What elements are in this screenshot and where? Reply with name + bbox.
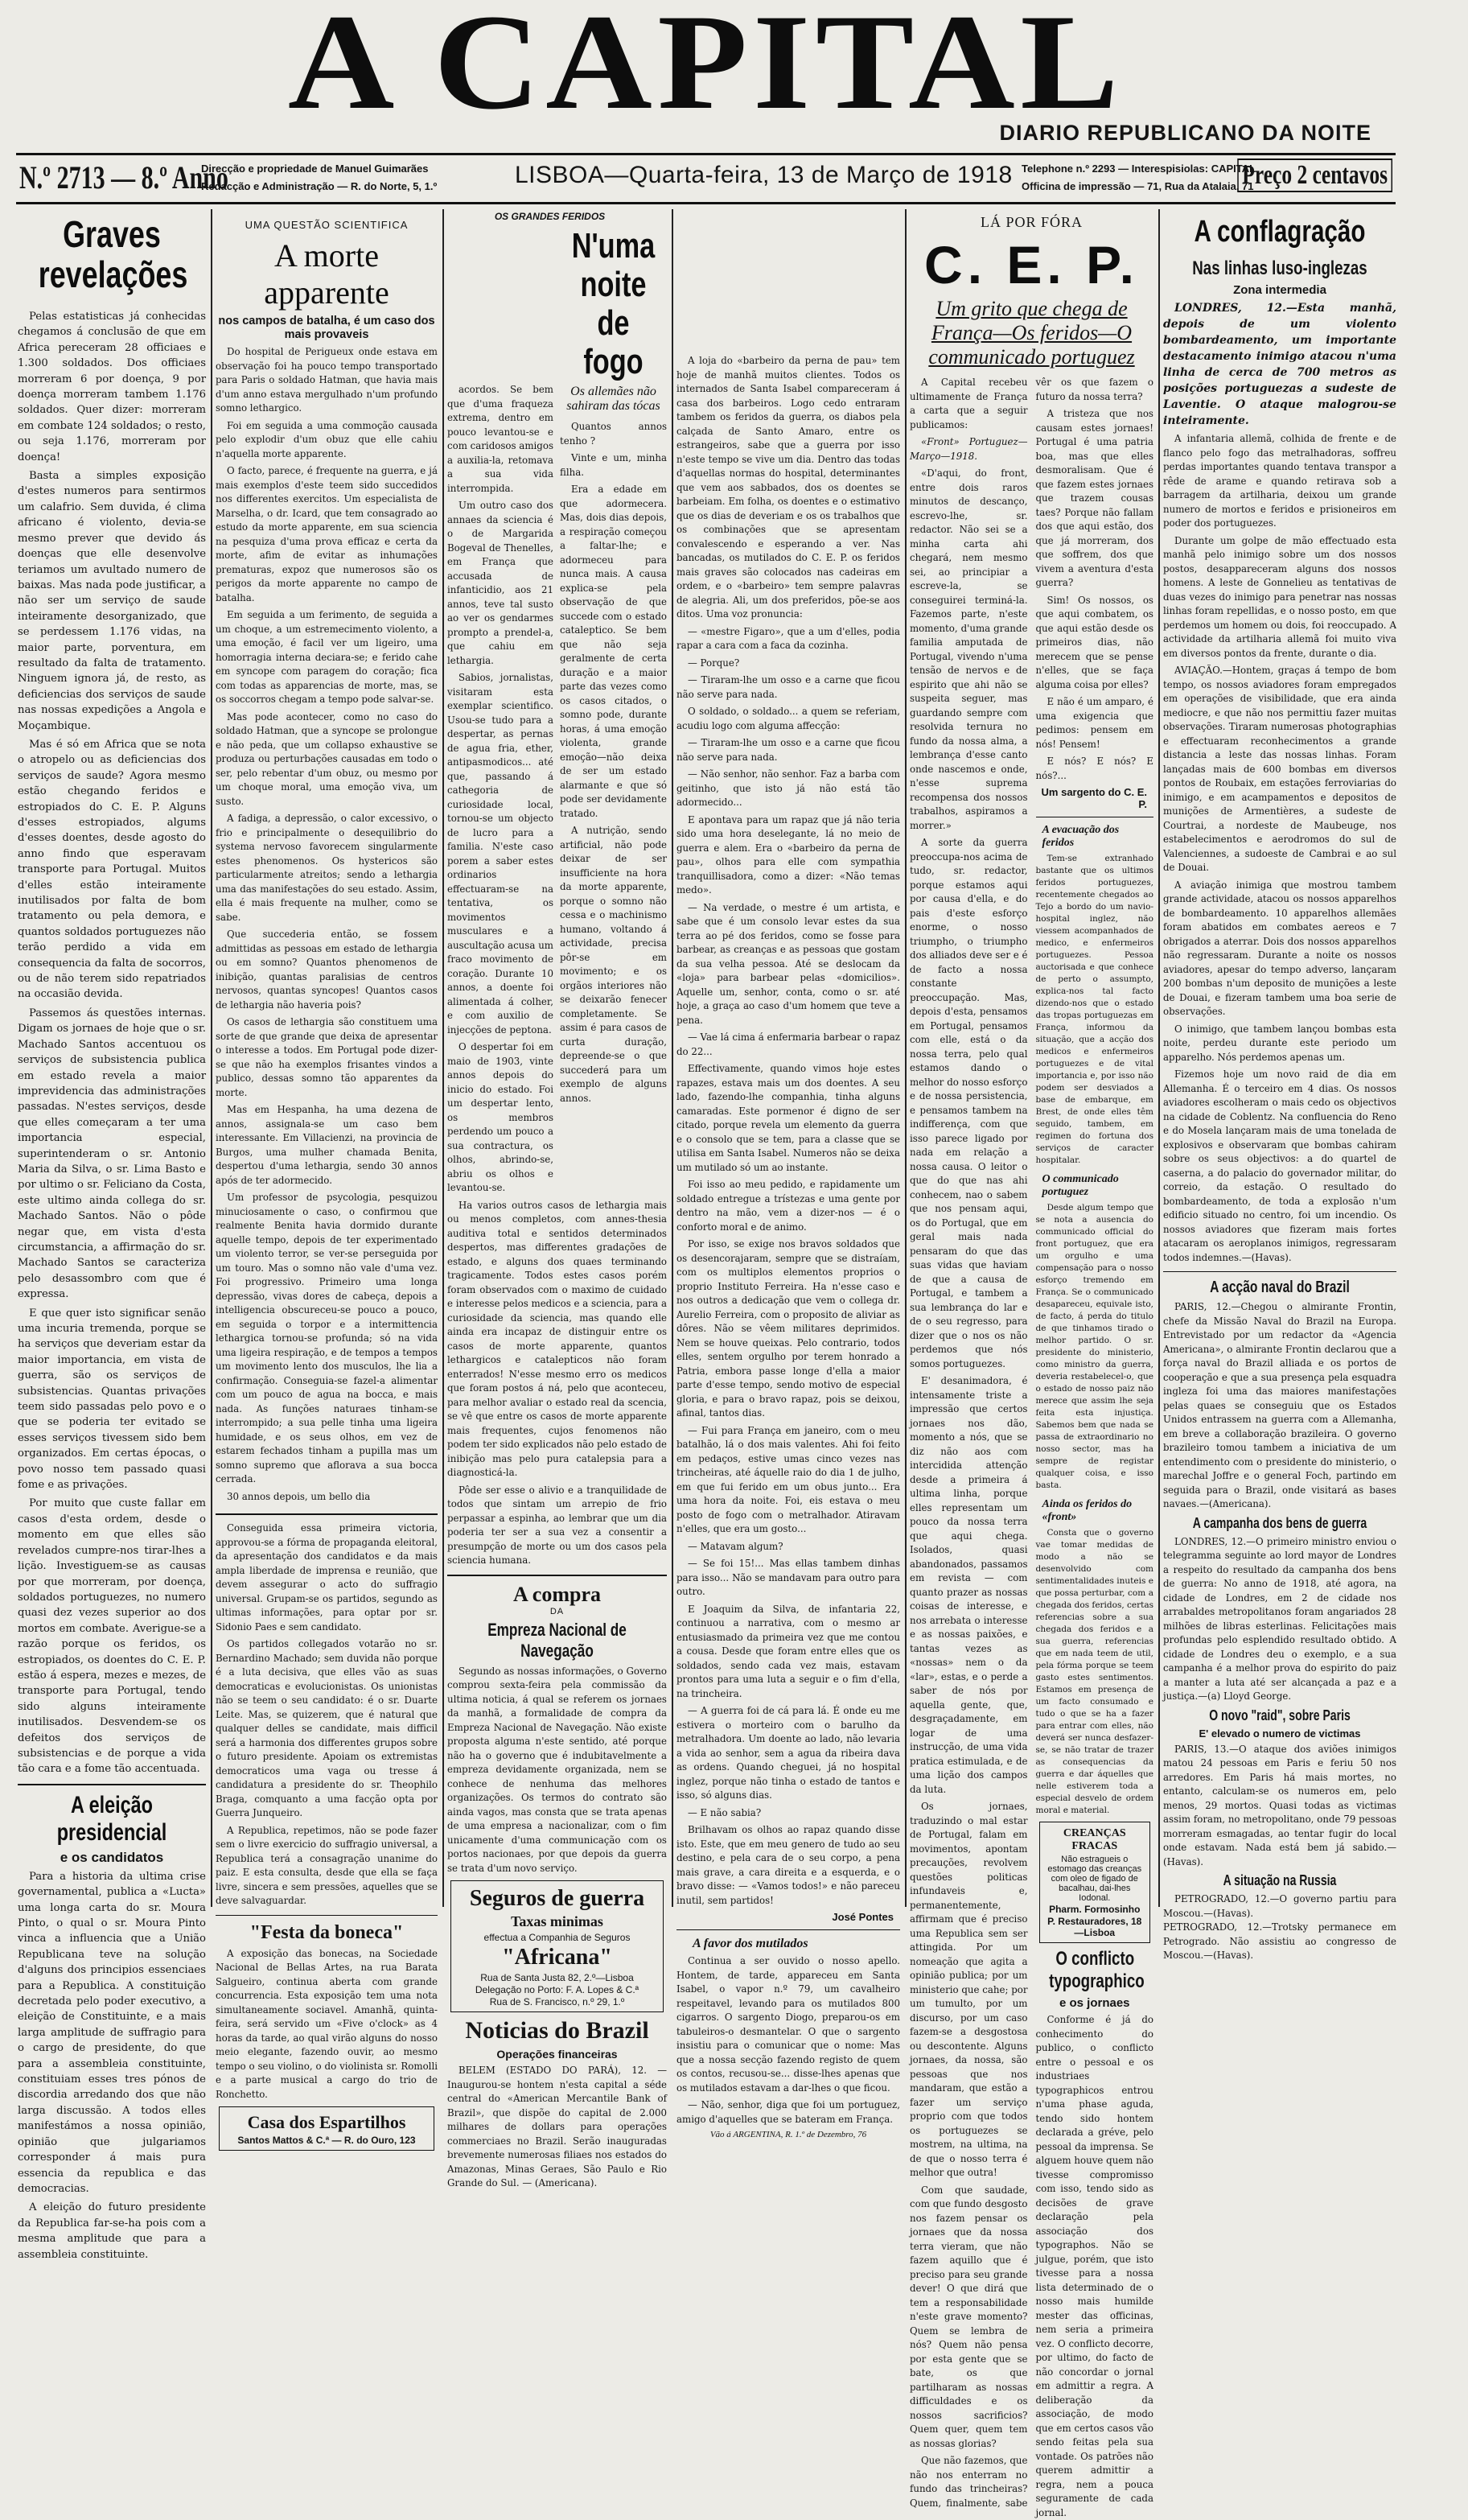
article-paragraph: A tristeza que nos causam estes jornaes! Portugal é uma patria boa, mas que elles desmoralisam. Que é que fazem estes jornaes que trazem cousas taes? Porque não fallam dos que aqui estão, dos que já morreram, dos que soffrem, dos que vivem a aventura d'esta guerra? (1035, 408, 1153, 588)
article-paragraph: Por isso, se exige nos bravos soldados que os desencorajaram, sempre que se distraíam, com os multiplos elementos proprios o proprio Instituto Ferreira. Ha n'esse caso e nos outros a dedicação que vem o collega dr. Aurelio Ferreira, com o proposito de aliviar as dôres. Não se vêem militares deprimidos. Nem se houve queixas. Pelo contrario, todos elles, sentem orgulho por terem honrado a Patria, embora passe longe d'ella a maior parte d'esse tempo, sendo motivo de especial gloria, e para o bravo rapaz, pois se deixou, afinal, tantos dias. (676, 1238, 900, 1419)
section-favor-mutilados: A favor dos mutilados (693, 1937, 808, 1950)
column-cep (910, 209, 1153, 2518)
article-paragraph: Vinte e um, minha filha. (560, 452, 667, 478)
advert-address: Santos Mattos & C.ª — R. do Ouro, 123 (237, 2135, 416, 2146)
article-paragraph: A Republica, repetimos, não se pode fazer sem o livre exercicio do suffragio universal, a Republica terá a consagração unanime do paiz. E esta consulta, desde que ella se faça livre, sincera e sem pressões, aquelles que se deve salvaguardar. (216, 1824, 438, 1906)
article-paragraph: — Não senhor, não senhor. Faz a barba com geitinho, que isto já não está tão adormecido... (676, 768, 900, 808)
advert-address: Rua de Santa Justa 82, 2.º—Lisboa (480, 1972, 634, 1983)
footer-note-argentina: Vão á ARGENTINA, R. 1.º de Dezembro, 76 (709, 2130, 867, 2139)
article-paragraph: — Tiraram-lhe um osso e a carne que ficou não serve para nada. (676, 737, 900, 763)
article-paragraph: O soldado, o soldado... a quem se referiam, acudiu logo com alguma affecção: (676, 706, 900, 731)
advert-title: Seguros de guerra (469, 1886, 645, 1911)
noite-layout (447, 222, 667, 1199)
column-rule (905, 209, 907, 1907)
article-paragraph: acordos. Se bem que d'uma fraqueza extrema, dentro em pouco levantou-se e com caridosos amigos a auxilia-la, retomava a sua vida interrompida. (447, 384, 554, 494)
article-paragraph: BELEM (ESTADO DO PARÁ), 12. — Inaugurou-se hontem n'esta capital a séde central do «American Mercantile Bank of Brazil», que dispõe do capital de 2.000 milhares de dollars para operações commerciaes no Brazil. Serão inauguradas brevemente numerosas filiaes nos estados do Amazonas, Minas Geraes, São Paulo e Rio Grande do Sul. — (Americana). (447, 2065, 667, 2189)
newspaper-subtitle: DIARIO REPUBLICANO DA NOITE (999, 121, 1371, 145)
article-paragraph: Os jornaes, traduzindo o mal estar de Portugal, falam em movimentos, apontam precauções, revolvem questões politicas infundaveis e, permanentemente, affirmam que é preciso uma Republica sem ser attingida. Por um nomeação que agita a opinião publica; por um ministerio que cahe; por um tumulto, por um discurso, por um caso fazem-se a desgostosa ou descontente. Alguns jornaes, da nossa, são pessoas que nos mandaram, que estão a fazer um serviço proprio com que todos os portuguezes se mostrem, na ultima, na de que o nosso terra é melhor que outra! (910, 1801, 1028, 2178)
column-conflagracao (1163, 209, 1396, 1961)
headline-empreza-navegacao: Empreza Nacional de Navegação (487, 1619, 627, 1661)
article-paragraph: E Joaquim da Silva, de infantaria 22, continuou a narrativa, com o mesmo ar entusiasmado da primeira vez que me contou a cousa. Desde que foram entre elles que os soldados, sendo cada vez mais, estavam prontos para uma luta a seguir e o fim d'ella, na trincheira. (676, 1603, 900, 1699)
masthead (0, 0, 1412, 145)
newspaper-title: A CAPITAL (287, 0, 1125, 138)
advert-title: CREANÇAS FRACAS (1063, 1827, 1126, 1852)
article-paragraph: A aviação inimiga que mostrou tambem grande actividade, atacou os nossos apparelhos de bombardeamento. 10 apparelhos allemães foram abatidos em combates aereos e 7 obrigados a aterrar. Dois dos nossos apparelhos não regressaram. Durante a noite os nossos aviadores, apesar do tempo adverso, lançaram 200 bombas n'um deposito de munições a leste de Douai, e fizeram tambem uma boa serie de observações. (1163, 879, 1396, 1017)
advert-seguros (450, 1880, 664, 2012)
article-paragraph: E' desanimadora, é intensamente triste a impressão que certos jornaes nos dão, momento a nós, que se diz não aos com intercidida attenção desde a primeira á ultima linha, porque elles representam um pouco da nossa terra que aqui chega. Isolados, quasi abandonados, passamos em revista — com quanto prazer as nossas coisas de interesse, e nos arrebata o interesse e as nossas paixões, e tantas vezes as «nossas» nem o da «lar», estas, e o perde a saber de nós por aquella gente, que, desgraçadamente, em logar de uma instrucção, de uma vida pratica estimulada, e de uma lição dos campos da luta. (910, 1375, 1028, 1795)
noite-left-subcolumn (447, 222, 553, 1199)
column-rule (442, 209, 444, 1907)
article-paragraph: — Fui para França em janeiro, com o meu batalhão, lá o dos mais valentes. Ahi foi feito em pedaços, estive umas cinco vezes nas trincheiras, até áquelle raio do dia 1 de julho, em que fui ferido em um obus junto... Era uma hora da noite. Foi, eis estava o meu posto de fogo com o metralhador. Atiravam n'elles, que era um gosto... (676, 1424, 900, 1534)
article-paragraph: Fizemos hoje um novo raid de dia em Allemanha. É o terceiro em 4 dias. Os nossos aviadores escolheram o mais cedo os objectivos na cidade de Coblentz. Na confluencia do Reno e do Mosela lançaram mais de uma tonelada de explosivos e observaram que bombas cahiram sobre os seus objectivos: a do quartel de caserna, a do palacio do governador militar, do correio, da estação. O resultado do bombardeamento, de toda a explosão n'um edificio situado no centro, foi um incendio. Os nossos aviadores que fizeram mais fortes atacaram os aeroplanos inimigos, regressaram todos indemnes.—(Havas). (1163, 1069, 1396, 1263)
section-divider (216, 1513, 438, 1515)
article-paragraph: Com que saudade, com que fundo desgosto nos fazem pensar os jornaes que da nossa terra vieram, que não fazem aquillo que é preciso para seu grande dever! O que dirá que tem a responsabilidade n'este grave momento? Quem se lembra de nós? Quem não pensa por esta gente que se bate, os que partilharam as nossas difficuldades e os nossos sacrificios? Quem quer, quem tem as nossas glorias? (910, 2184, 1028, 2449)
telephone-line: Telephone n.º 2293 — Interespisiolas: CAPITAL (1022, 163, 1256, 175)
headline-morte-apparente: A morte apparente (264, 237, 389, 311)
article-paragraph: PARIS, 12.—Chegou o almirante Frontin, chefe da Missão Naval do Brazil na Europa. Entrevistado por um redactor da «Agencia Americana», o almirante Frontin declarou que a força naval do Brazil alliada e os portos de cooperação e que a sua presença pela esquadra ingleza foi uma das maiores manifestações pelas quaes se conseguiu que os Estados Unidos entrassem na guerra com a Allemanha, em breve a collaboração brazileira. O governo brazileiro tomou tambem a iniciativa de um entendimento com o presidente do ministerio, o marechal Joffre e o general Foch, partindo em seguida para o Brazil, onde visitará as bases navaes.—(Americana). (1163, 1301, 1396, 1509)
headline-graves-revelacoes: Graves revelações (38, 213, 188, 295)
article-paragraph: Um outro caso dos annaes da sciencia é o de Margarida Bogeval de Thenelles, em França que accusada de infanticidio, aos 21 annos, teve tal susto ao ver os gendarmes prompto a prendel-a, que cahiu em lethargia. (447, 500, 553, 666)
advert-company-name: "Africana" (502, 1945, 612, 1970)
article-paragraph: A nutrição, sendo artificial, não pode deixar de ser insufficiente na hora da morte apparente, porque o somno não cessa e o machinismo humano, voltando á actividade, precisa pôr-se em movimento; e os orgãos interiores não se deixarão fenecer completamente. Se assim é para casos de curta duração, depreende-se o que succederá para um exemplo de alguns annos. (560, 825, 667, 1104)
section-divider (18, 1784, 206, 1785)
article-paragraph: A sorte da guerra preoccupa-nos acima de tudo, sr. redactor, porque estamos aqui por causa d'ella, e do pais d'este esforço enorme, o nosso triumpho, o triumpho dos alliados deve ser e é de facto a nossa constante preoccupação. Mas, depois d'esta, pensamos em Portugal, pensamos com elle, está o da nossa terra, pelo qual estamos dando o melhor do nosso esforço e de nossa persistencia, e pensamos tambem na indifferença, com que isso parece ligado por nada em relação a nossa causa. O leitor o que do que nas ahi conhecem, nao o sabem que nos pensam aqui, os do Portugal, que em geral mais nada pensaram do que das suas vidas que haviam de que a causa de Portugal, e tambem a sua lembrança do lar e de o seu regresso, para dizer que o nos os não perdemos que nós somos portuguezes. (910, 837, 1028, 1369)
article-paragraph: Para a historia da ultima crise governamental, publica a «Lucta» uma longa carta do sr. Moura Pinto, o qual o sr. Moura Pinto vinca a influencia que a União Republicana teve na solução d'alguns dos principios essenciaes para a Republica. A constituição decretada pelo poder executivo, a eleição de Constituinte, e a mais larga amplitude de suffragio para o cargo de presidente, do que para a assembleia constituinte, constituiam esses tres pónos de discordia arredando dos que não larga discussão. A todos elles manifestámos a nossa opinião, opinião que julgariamos corresponder á mais pura essencia da republica e das democracias. (18, 1870, 206, 2195)
subheadline-zona-intermedia: Zona intermedia (1233, 283, 1326, 297)
signature-jose-pontes: José Pontes (832, 1911, 894, 1923)
article-paragraph: Foi em seguida a uma commoção causada pelo explodir d'um obuz que elle cahiu n'aquella morte apparente. (216, 419, 438, 459)
advert-subtitle: Taxas minimas (511, 1913, 603, 1929)
article-paragraph: — Não, senhor, diga que foi um portuguez, amigo d'aquelles que se bateram em França. (676, 2099, 900, 2125)
article-paragraph: — «mestre Figaro», que a um d'elles, podia rapar a cara com a faca da cozinha. (676, 625, 900, 651)
price-box: Preço 2 centavos (1237, 159, 1392, 192)
article-paragraph: — Matavam algum? (688, 1540, 783, 1552)
article-paragraph: O inimigo, que tambem lançou bombas esta noite, perdeu durante este periodo um apparelho. Nós perdemos apenas um. (1163, 1023, 1396, 1063)
article-paragraph: Sabios, jornalistas, visitaram esta exemplar scientifico. Usou-se tudo para a despertar, as pernas de agua fria, ether, antipasmodicos... até que, passando á cathegoria de curiosidade local, tornou-se um objecto de lucro para a familia. N'este caso porem a saber estes ordinarios effectuaram-se na tentativa, os movimentos musculares e a auscultação acusa um fraco movimento de coração. Durante 10 annos, a doente foi alimentada á colher, e com auxilio de injecções de peptona. (447, 672, 553, 1036)
article-paragraph: AVIAÇÃO.—Hontem, graças á tempo de bom tempo, os nossos aviadores foram empregados em operações de visibilidade, que era ainda mediocre, e que não nos permittiu fazer muitas observações. Tiraram numerosas photographias e effectuaram reconhecimentos a grande distancia a leste das nossas linhas. Foram lançadas mais de 600 bombas em diversos pontos de Roubaix, em estações ferroviarias do inimigo, e em acampamentos e depositos de munições de Armentières, a sudeste de Courtrai, a nordeste de Maubeuge, nos estabelecimentos e aerodromos do sul de Valenciennes, a sudoeste de Cambrai e ao sul de Douai. (1163, 665, 1396, 873)
article-paragraph: Tem-se extranhado bastante que os ultimos feridos portuguezes, recentemente chegados ao Tejo a bordo do um navio-hospital inglez, não viessem acompanhados de medico, e enfermeiros portuguezes. Pessoa auctorisada e que conhece de perto o assumpto, explica-nos tal facto dizendo-nos que o estado das tropas portuguezas em França, informou da situação, que a acção dos medicos e enfermeiros portuguezes e de vital importancia e, por isso não podem ser desviados a base de embarque, em Brest, de onde elles têm seguido, tambem, em regimen do fortuna dos serviços de caracter hospitalar. (1035, 854, 1153, 1165)
section-divider (1163, 1271, 1396, 1272)
advert-creancas-fracas (1039, 1822, 1151, 1943)
two-column-body (216, 345, 438, 1507)
advert-title: Casa dos Espartilhos (247, 2112, 406, 2132)
column-rule (672, 209, 673, 1907)
article-paragraph: — Na verdade, o mestre é um artista, e sabe que é um consolo levar estes da sua terra ao pé dos feridos, como se fosse para barbear, as creanças e as pessoas que gostam da sua velha pessoa. Até se deslocam da «loja» para barbear pelas «domicilios». Aquelle um, senhor, conta, como o sr. até hoje, a graça ao caso d'um homem que teve a pena. (676, 901, 900, 1026)
subheadline-candidatos: e os candidatos (60, 1849, 164, 1865)
section-evacuacao: A evacuação dos feridos (1042, 824, 1120, 849)
article-paragraph: LONDRES, 12.—O primeiro ministro enviou o telegramma seguinte ao lord mayor de Londres a respeito do resultado da campanha dos bens de guerra: No anno de 1918, até agora, na cidade de Londres, em 2 de cidade nos arrabaldes metropolitanos foram angariados 28 milhões de libras esterlinas. Felicitações mais profundas pelo esplendido resultado obtido. A cidade de Londres deu o exemplo, e a sua campanha é a melhor prova do espirito do paiz a manter a luta até ser alcançada a paz e a justiça.—(a) Lloyd George. (1163, 1535, 1396, 1702)
article-paragraph: Era a edade em que adormecera. Mas, dois dias depois, a respiração começou a faltar-lhe; e adormeceu para nunca mais. A causa explica-se pela observação de que succede com o estado cataleptico. Se bem que não seja geralmente de certa duração e a maior parte das vezes como os casos citados, o somno pode, durante horas, á uma emoção violenta, grande emoção—não deixa de ser um estado alarmante e que só pode ser devidamente tratado. (560, 484, 667, 819)
article-paragraph: Effectivamente, quando vimos hoje estes rapazes, estava mais um dos doentes. A seu lado, fazendo-lhe companhia, tinha alguns camaradas. Este pormenor é digno de ser citado, porque revela um elemento da guerra e o consolo que se tem, para a classe que se utilisa em Santa Isabel. Numeros não se deixa um mutilado só um ao instante. (676, 1063, 900, 1173)
article-paragraph: — Tiraram-lhe um osso e a carne que ficou não serve para nada. (676, 674, 900, 700)
publisher-info (201, 160, 437, 196)
article-paragraph: Durante um golpe de mão effectuado esta manhã pelo inimigo sobre um dos nossos postos, desappareceram alguns dos nossos homens. A leste de Gonnelieu as tentativas de duas vezes do inimigo para penetrar nas nossas linhas foram repellidas, e o nosso posto, em que perdemos um homem ou dois, foi reoccupado. A actividade da artilharia allemã foi muito viva em diversos pontos da frente, durante o dia. (1163, 534, 1396, 659)
cep-two-column-body (910, 376, 1153, 2520)
workshop-line: Officina de impressão — 71, Rua da Atalaia, 71 (1022, 180, 1254, 192)
article-paragraph: Pôde ser esse o alivio e a tranquilidade de todos que sintam um arrepio de frio perpassar a espinha, ao lembrar que um dia poderia ter ser a sua vez a consentir a presumpção de morte ou um dos casos pela sciencia humana. (447, 1484, 667, 1566)
section-divider (676, 1929, 900, 1930)
noite-right-subcolumn (560, 222, 667, 1199)
headline-conflagracao: A conflagração (1194, 215, 1366, 249)
section-feridos-front: Ainda os feridos do «front» (1042, 1498, 1133, 1523)
article-paragraph: Desde algum tempo que se nota a ausencia do communicado official do front portuguez, que era um orgulho e uma compensação para o nosso esforço tremendo em França. Se o communicado desapareceu, equivale isto, de facto, á perda do titulo de que tinhamos tirado o melhor partido. O sr. presidente do ministerio, como ministro da guerra, deveria restabelecel-o, que o estado de nosso paiz não merece que assim lhe seja feita esta injustiça. Sabemos bem que nada se passa de extraordinario no nosso sector, mas ha sempre de registar qualquer coisa, e isso basta. (1035, 1203, 1153, 1490)
article-paragraph: Basta a simples exposição d'estes numeros para sentirmos um calafrio. Sem duvida, é clima africano é violento, devia-se mesmo prever que devido ás doenças que elle desenvolve teriamos um avultado numero de baixas. Mas nada pode justificar, a não ser um serviço de saude inteiramente desorganizado, que se perdessem 1.176 vidas, na maior parte, porventura, em resultado da falta de tratamento. Ninguem ignora já, de resto, as deficiencias dos serviços de saude nas nossas expedições a Angola e Moçambique. (18, 470, 206, 732)
article-paragraph: O facto, parece, é frequente na guerra, e já mais exemplos d'este teem sido succedidos nos differentes exercitos. Um especialista de Marselha, o dr. Icard, que tem consagrado ao estudo da morte apparente, em sua sciencia na pesquiza d'uma prova efficaz e certa da morte, afim de evitar as inhumações prematuras, expoz que numerosos são os perigos da morte apparente no campo de batalha. (216, 465, 438, 603)
section-divider (216, 1915, 438, 1916)
headline-cep: C. E. P. (924, 235, 1139, 294)
article-paragraph: A Capital recebeu ultimamente de França a carta que a seguir publicamos: (910, 377, 1028, 430)
article-paragraph: Os casos de lethargia são constituem uma sorte de que grande que deixa de apresentar o interesse a todos. Em Portugal pode dizer-se que não ha exemplos frisantes vindos a publico, dessas somno tão apparentes da morte. (216, 1016, 438, 1098)
article-paragraph: «Front» Portuguez—Março—1918. (910, 436, 1028, 462)
kicker-questao-scientifica: UMA QUESTÃO SCIENTIFICA (245, 219, 409, 231)
headline-noticias-brazil: Noticias do Brazil (465, 2017, 649, 2044)
article-paragraph: Um professor de psycologia, pesquizou minuciosamente o caso, o confirmou que realmente Benita havia dormido durante aquelle tempo, depois de ter experimentado um violento terror, se ver-se perseguida por um touro. Mas o somno não vale d'uma vez. Foi progressivo. Primeiro uma longa depressão, vivas dores de cabeça, depois a intelligencia obscureceu-se pouco a pouco, em seguida o torpor e a intermittencia lethargica tornou-se profunda; só na vida uma ligeira respiração, e de tempos a tempos um movimento lento dos musculos, lhe lia a confirmação. Conseguia-se fazel-a alimentar com um pouco de agua na bocca, e mais nada. As funções naturaes tinham-se interrompido; a sua pelle tinha uma ligeira humidade, e os seus olhos, em vez de estarem fechados tinham a pupilla mas um somno supremo que aflorava a sua bocca cerrada. (216, 1192, 438, 1484)
kicker-da: DA (549, 1606, 565, 1616)
issue-number: N.º 2713 — 8.º Anno (19, 159, 228, 196)
headline-conflicto-typographico: O conflicto typographico (1048, 1948, 1145, 1992)
article-paragraph: Os partidos collegados votarão no sr. Bernardino Machado; sem duvida não porque é a luta decisiva, que elles vão as suas democraticas e evolucionistas. Os unionistas não se teem o seu candidato: é o sr. Duarte Leite. Mas, se quizerem, que é natural que qualquer delles se candidate, mais difficil será a harmonia dos differentes grupos sobre o futuro presidente. Apoiam os extremistas democraticos uma vaga ou tresse á candidatura a presidente do sr. Theophilo Braga, comquanto a uma facção opta por Guerra Junqueiro. (216, 1638, 438, 1818)
article-paragraph: Segundo as nossas informações, o Governo comprou sexta-feira pela commissão da ultima noticia, á qual se referem os jornaes da manhã, a formalidade de compra da Empreza Nacional de Navegação. Não existe proposta alguma n'este sentido, até porque não ha o governo que é indubitavelmente a empreza devidamente organizada, nem se conhece de nenhuma das melhores organizações. Os termos do contrato são ainda vagos, mas consta que se trata apenas de uma empresa a nacionalizar, com o fim unicamente d'uma communicação com os portos nacionaes, por que depois da guerra se trata d'um novo serviço. (447, 1665, 668, 1874)
article-paragraph: E nós? E nós? E nós?... (1035, 756, 1153, 781)
headline-campanha-bens-guerra: A campanha dos bens de guerra (1192, 1514, 1367, 1531)
headline-noite-de-fogo: N'uma noite de fogo (571, 226, 656, 381)
kicker-compra: A compra (512, 1582, 602, 1606)
advert-text: Não estragueis o estomago das creanças com oleo de figado de bacalhau, dai-lhes Iodonal. (1047, 1855, 1142, 1903)
kicker-la-por-fora: LÁ POR FÓRA (980, 214, 1084, 230)
article-paragraph: E que quer isto significar senão uma incuria tremenda, porque se ha serviços que deveriam estar da maior importancia, em vista de guerra, são os serviços de subsistencias. Quantas privações teem sido passadas pelo povo e o que se poderia ter evitado se esses serviços tivessem sido bem organizados. Em certas épocas, o povo nosso tem passado quasi fome e as privações. (18, 1307, 206, 1492)
column-barbeiro (676, 354, 900, 2139)
article-paragraph: «D'aqui, do front, entre dois raros minutos de descanço, escrevo-lhe, sr. redactor. Não sei se a minha carta ahi chegará, nem mesmo sei, ao principiar a escreve-la, se conseguirei terminá-la. Fazemos parte, n'este momento, d'uma grande familia amputada de Portugal, vivendo n'uma tensão de nervos e de espirito que ahi não se suspeita seguer, mas guardando sempre com resolvida ternura no fundo da nossa alma, a lembrança d'esse canto onde nascemos e onde, n'esse suprema recompensa dos nossos trabalhos, aspiramos a morrer.» (910, 467, 1028, 831)
issue-info-bar (16, 153, 1396, 204)
advert-pharmacy: Pharm. Formosinho (1049, 1904, 1141, 1915)
signature-sargento: Um sargento do C. E. P. (1041, 786, 1147, 810)
article-paragraph: Do hospital de Perigueux onde estava em observação foi ha pouco tempo transportado para Paris o soldado Hatman, que havia mais d'um anno estava mergulhado n'um profundo somno lethargico. (216, 346, 438, 414)
article-paragraph: 30 annos depois, um bello dia (227, 1490, 371, 1502)
article-paragraph: O despertar foi em maio de 1903, vinte annos depois do inicio do estado. Foi um despertar lento, os membros perdendo um pouco a sua contractura, os olhos, abrindo-se, abriu os olhos e levantou-se. (447, 1041, 553, 1193)
article-paragraph: Que succederia então, se fossem admittidas as pessoas em estado de lethargia ou em somno? Quantos phenomenos de inibição, quantas paralisias de centros nervosos, quantas syncopes! Quantos casos de lethargia não haveria pois? (216, 929, 438, 1011)
article-paragraph: — Vae lá cima á enfermaria barbear o rapaz do 22... (676, 1031, 900, 1057)
deck-grito-franca: Um grito que chega de França—Os feridos—O communicado portuguez (928, 297, 1135, 369)
article-paragraph: — A guerra foi de cá para lá. É onde eu me estivera o morteiro com o barulho da metralhadora. Um doente ao lado, não levaria a vida ao senhor, sem a agua da ribeira dava as ordens. Quando cheguei, já no hospital inglez, porque não tinha o estado de tantos e isso, só alguns dias. (676, 1705, 900, 1801)
article-paragraph: A exposição das bonecas, na Sociedade Nacional de Bellas Artes, na rua Barata Salgueiro, continua aberta com grande concurrencia. Esta exposição tem uma nota simultaneamente sociavel. Amanhã, quinta-feira, será servido um «Five o'clock» as 4 horas da tarde, ao qual virão alguns do nosso meio elegante, fazendo ouvir, ao mesmo tempo o seu violino, o do violinista sr. Romolli e a parte musical a cargo do trio de Ronchetto. (216, 1947, 438, 2100)
article-paragraph: Brilhavam os olhos ao rapaz quando disse isto. Este, que em meu genero de tudo ao seu destino, e pela cara de o seu corpo, a pena mais grave, a cara direita e a esquerda, e o bravo disse: — «Vamos todos!» e não pareceu inutil, sem partidos! (676, 1824, 900, 1906)
article-paragraph: Mas em Hespanha, ha uma dezena de annos, assignala-se um caso bem interessante. Em Villacienzi, na provincia de Burgos, uma mulher chamada Benita, despertou d'uma lethargia, sendo 30 annos após de ter adormecido. (216, 1104, 438, 1186)
headline-situacao-russia: A situação na Russia (1223, 1872, 1337, 1888)
headline-accao-naval-brazil: A acção naval do Brazil (1210, 1279, 1350, 1296)
article-paragraph: A fadiga, a depressão, o calor excessivo, o frio e principalmente o desequilibrio do systema nervoso favorecem singularmente estes phenomenos. Os hystericos são particularmente atreitos; sendo a lethargia uma das manifestações do seu estado. Assim, ella é mais frequente na mulher, como se sabe. (216, 813, 438, 923)
subheadline-operacoes: Operações financeiras (496, 2048, 618, 2061)
article-paragraph: E não é um amparo, é uma exigencia que pedimos: pensem em nós! Pensem! (1035, 696, 1153, 750)
article-paragraph: Consta que o governo vae tomar medidas de modo a não se desenvolvido com sentimentalidades inuteis e que possa perturbar, com a chegada dos feridos, certas referencias sobre a sua chegada dos feridos e a sua guerra, referencias que em nada teem de util, pela fórma porque se teem gasto estes sentimentos. Estamos em presença de um facto consumado e tudo o que se ha a fazer para entrar com elles, não deverá ser nunca desfazer-se, se não tratar de trazer as consequencias da guerra e dar áquelles que nelle estiverem toda a especial desvelo de ordem moral e material. (1035, 1528, 1153, 1815)
article-paragraph: Mas pode acontecer, como no caso do soldado Hatman, que a syncope se prolongue e não peda, que um collapso exhaustive se produza ou perturbações causadas em todo o ser, pelo rebentar d'um obuz, ou mesmo por um choque moral, uma emoção viva, um susto. (216, 710, 438, 807)
advert-address: Rua de S. Francisco, n.º 29, 1.º (489, 1996, 625, 2007)
article-paragraph: Quantos annos tenho ? (560, 421, 667, 447)
article-paragraph: — Porque? (688, 657, 740, 669)
article-paragraph: Sim! Os nossos, os que aqui combatem, os que aqui estão desde os primeiros dias, não merecem que se pense n'elles, que se faça alguma coisa por elles? (1035, 594, 1153, 690)
column-rule (211, 209, 212, 1907)
article-paragraph: Passemos ás questões internas. Digam os jornaes de hoje que o sr. Machado Santos accentuou os serviços de subsistencia publica em estado revela a maior imprevidencia das administrações passadas. N'estes serviços, desde que elles começaram a ter uma importancia especial, superintenderam o sr. Antonio Maria da Silva, o sr. Lima Basto e por ultimo o sr. Feliciano da Costa, este ultimo ainda collega do sr. Machado Santos. Não o pôde negar que, em vista d'esta circumstancia, a affirmação do sr. Machado Santos se caracteriza pelo desassombro com que é expressa. (18, 1007, 206, 1301)
article-paragraph: Por muito que custe fallar em casos d'esta ordem, desde o momento em que elles são revelados cumpre-nos tirar-lhes a lição. Investiguem-se as causas por que morreram, por doença, soldados portuguezes, no numero quasi dez vezes superior ao dos mortos em combate. Averigue-se a razão porque os feridos, os estropiados, os doentes do C. E. P. estão á espera, mezes e mezes, de transporte para Portugal, tendo sido alguns inteiramente inutilisados. Desvendem-se os defeitos dos serviços de subsistencias e de porque a vida tão cara e a fome tão accentuada. (18, 1497, 206, 1776)
kicker-grandes-feridos: OS GRANDES FERIDOS (494, 211, 606, 222)
article-paragraph: Conforme é já do conhecimento do publico, o conflicto entre o pessoal e os industriaes typographicos entrou n'uma phase aguda, tendo sido hontem declarada a gréve, pelo pessoal da imprensa. Se alguem houve quem não tivesse compromisso com isso, tendo sido as decisões de grave declaração pela associação dos typographos. Não se julgue, porém, que isto tivesse para a nossa lista determinado de o nosso mais humilde mester das officinas, nem seria a primeira vez. O conflicto decorre, por ultimo, do facto de não concordar o jornal em admittir a regra. A deliberação da associação, de modo que em certos casos vão sendo feitas pela sua vontade. Os patrões não querem admittir a regra, nem a pouca seguramente de cada jornal. (1035, 2014, 1153, 2518)
subheadline-jornaes: e os jornaes (1059, 1996, 1130, 2010)
deck-allemaes: Os allemães não sahiram das tócas (566, 385, 660, 413)
article-paragraph: Conseguida essa primeira victoria, approvou-se a fórma de propaganda eleitoral, da apresentação dos candidatos e da mais ampla liberdade de imprensa e reunião, que devem assegurar o acto do suffragio universal. Grupam-se os partidos, segundo as ultimas informações, para optar por sr. Sidonio Paes e sem candidato. (216, 1522, 438, 1633)
section-divider (447, 1575, 667, 1576)
advert-address: P. Restauradores, 18—Lisboa (1047, 1916, 1142, 1938)
column-graves-revelacoes (18, 209, 206, 2261)
article-paragraph: PARIS, 13.—O ataque dos aviões inimigos matou 24 pessoas em Paris e feriu 50 nos arredores. Em Paris há mais mortes, no entanto, calculam-se os numeros em, pelo menos, 29 mortos. Quasi todas as victimas assim foram, no metropolitano, onde 79 pessoas morreram esmagadas, ao tentar fugir do local onde estavam. Nada está bem já sabido.—(Havas). (1163, 1743, 1396, 1867)
headline-raid-paris: O novo "raid", sobre Paris (1209, 1707, 1351, 1723)
article-paragraph: A infantaria allemã, colhida de frente e de flanco pelo fogo das metralhadoras, soffreu perdas importantes quando tentava transpor a rêde de arame e quando retirava sob a barragem da artilharia, deixou um grande numero de mortos e feridos e prisioneiros em poder dos portuguezes. (1163, 433, 1396, 529)
article-paragraph: A loja do «barbeiro da perna de pau» tem hoje de manhã muitos clientes. Todos os internados de Santa Isabel compareceram á casa dos barbeiros. Logo cedo entraram tambem os feridos da guerra, os diabos pela calçada de Santo Amaro, entre os estrangeiros, sabe que a guerra por isso n'este tempo se vive um dia. Dentro das todas d'aquellas normas do hospital, determinantes que vem aos sabbados, dos os doentes se barbeiam. Em folha, os doentes e o estimativo que os dias de deveriam e os os trabalhos que os combinações que se apresentam convalescendo e esperando a ver. Nas bancadas, os mutilados do C. E. P. os feridos mais graves são colocados nas cadeiras em ordem, e o «barbeiro» tem sempre palavras de alegria. Ali, um dos preferidos, põe-se aos ditos. Uma voz pronuncia: (676, 355, 900, 620)
article-paragraph: Que não fazemos, que não nos enterram no fundo das trincheiras? Quem, finalmente, sabe vêr os que fazem o futuro da nossa terra? (910, 377, 1153, 2509)
direction-line: Direcção e propriedade de Manuel Guimarães (201, 163, 429, 175)
article-paragraph: E apontava para um rapaz que já não teria sido uma hora deselegante, lá no meio de guerra e alem. Era o «barbeiro da perna de pau», olhos para elle com sympathia tranquillisadora, como a dizer: «Não temas medo». (676, 813, 900, 896)
article-lead: LONDRES, 12.—Esta manhã, depois de um violento bombardeamento, um importante destacamento inimigo atacou n'uma linha de cerca de 700 metros as posições portuguezas a sudeste de Laventie. O ataque malogrou-se inteiramente. (1163, 302, 1396, 427)
article-paragraph: Continua a ser ouvido o nosso apello. Hontem, de tarde, appareceu em Santa Isabel, o vapor n.º 79, um cavalheiro respeitavel, levando para os mutilados 800 cigarros. O sargento Diogo, preparou-os em tabuleiros-o desmantelar. O que o sargento insistiu para o comunicar que o nome: Mas que a nossa secção fazendo registo de quem os contos, recusou-se... disse-lhes apenas que os mutilados estavam a dar-lhes o que ficou. (676, 1955, 900, 2094)
article-paragraph: Em seguida a um ferimento, de seguida a um choque, a um estremecimento violento, a uma emoção, é facil ver um ligeiro, uma homorragia interna deciara-se; e ferido cahe em syncope com paragem do coração; fica com todas as apparencias de morte, mas, se os soccorros chegam a tempo pode salvar-se. (216, 609, 438, 705)
section-communicado: O communicado portuguez (1042, 1173, 1119, 1198)
column-morte-apparente (216, 209, 438, 2146)
article-paragraph: Pelas estatisticas já conhecidas chegamos á conclusão de que em Africa pereceram 28 officiaes e 1.300 soldados. Dos officiaes morreram 6 por doença, 9 por doença morreram tambem 1.176 soldados. Quer dizer: morreram em combate 124 soldados; o resto, ou seja 1.176, morreram por doença! (18, 311, 206, 463)
article-paragraph: — Se foi 15!... Mas ellas tambem dinhas para isso... Não se mandavam para outro para outro. (676, 1558, 900, 1597)
article-paragraph: Foi isso ao meu pedido, e rapidamente um soldado entregue a trístezas e uma gente por dentro na mão, vem a dizer-nos — é o conforto moral e de animo. (676, 1179, 900, 1233)
article-paragraph: PETROGRADO, 12.—O governo partiu para Moscou.—(Havas). PETROGRADO, 12.—Trotsky permanece em Petrogrado. Não assistiu ao congresso de Moscou.—(Havas). (1163, 1893, 1396, 1961)
redaction-line: Redacção e Administração — R. do Norte, 5, 1.º (201, 180, 438, 192)
headline-festa-boneca: "Festa da boneca" (249, 1921, 404, 1943)
article-paragraph: Ha varios outros casos de lethargia mais ou menos completos, com annes-thesia auditiva total e sentidos determinados despertos, mas differentes gradações de estado, e alguns dos quaes terminando tragicamente. Todos estes casos porém foram observados com o maximo de cuidado e interesse pelos medicos e a sciencia, para a curiosidade da sciencia, mas quando elle ainda era incapaz de distinguir entre os casos de morte apparente, quantos lethargicos e catalepticos não foram enterrados! N'esse mesmo erro os medicos que foram postos á ná, pelo que aconteceu, para melhor avaliar o estado real da scencia, se vê que entre os casos de morte apparente mais frequentes, cujos fenomenos não podem ter sido explicados não pelo estado de inibição mas pelo pura catalepsia para a diagnosticá-la. (447, 1199, 667, 1478)
subheadline-victimas: E' elevado o numero de victimas (1199, 1727, 1361, 1740)
headline-eleicao-presidencial: A eleição presidencial (56, 1791, 167, 1846)
dateline: LISBOA—Quarta-feira, 13 de Março de 1918 (515, 162, 1013, 188)
contact-info (1022, 160, 1256, 196)
advert-line: effectua a Companhia de Seguros (483, 1932, 631, 1943)
article-paragraph: Mas é só em Africa que se nota o atropelo ou as deficiencias dos serviços de saude? Agora mesmo estão chegando feridos e estropiados do C. E. P. Alguns d'esses estropiados, algums d'esses doentes, desde agosto do anno findo que esperavam transporte para Portugal. Muitos d'elles estão inteiramente inutilisados por falta de bom tratamento ou pela demora, e quantos soldados portuguezes não terão perdido a vida em consequencia da falta de socorros, ou de não terem sido repatriados na occasião devida. (18, 738, 206, 1001)
advert-address: Delegação no Porto: F. A. Lopes & C.ª (475, 1984, 639, 1995)
article-paragraph: — E não sabia? (688, 1806, 762, 1818)
article-paragraph: A eleição do futuro presidente da Republica far-se-ha pois com a mesma amplitude que para a assembleia constituinte. (18, 2201, 206, 2261)
advert-espartilhos (219, 2106, 434, 2151)
column-rule (1158, 209, 1160, 1907)
subheadline-linhas-luso-inglezas: Nas linhas luso-inglezas (1192, 257, 1367, 279)
deck-morte-apparente: nos campos de batalha, é um caso dos mais provaveis (218, 315, 435, 341)
column-noite-de-fogo (447, 209, 668, 2189)
